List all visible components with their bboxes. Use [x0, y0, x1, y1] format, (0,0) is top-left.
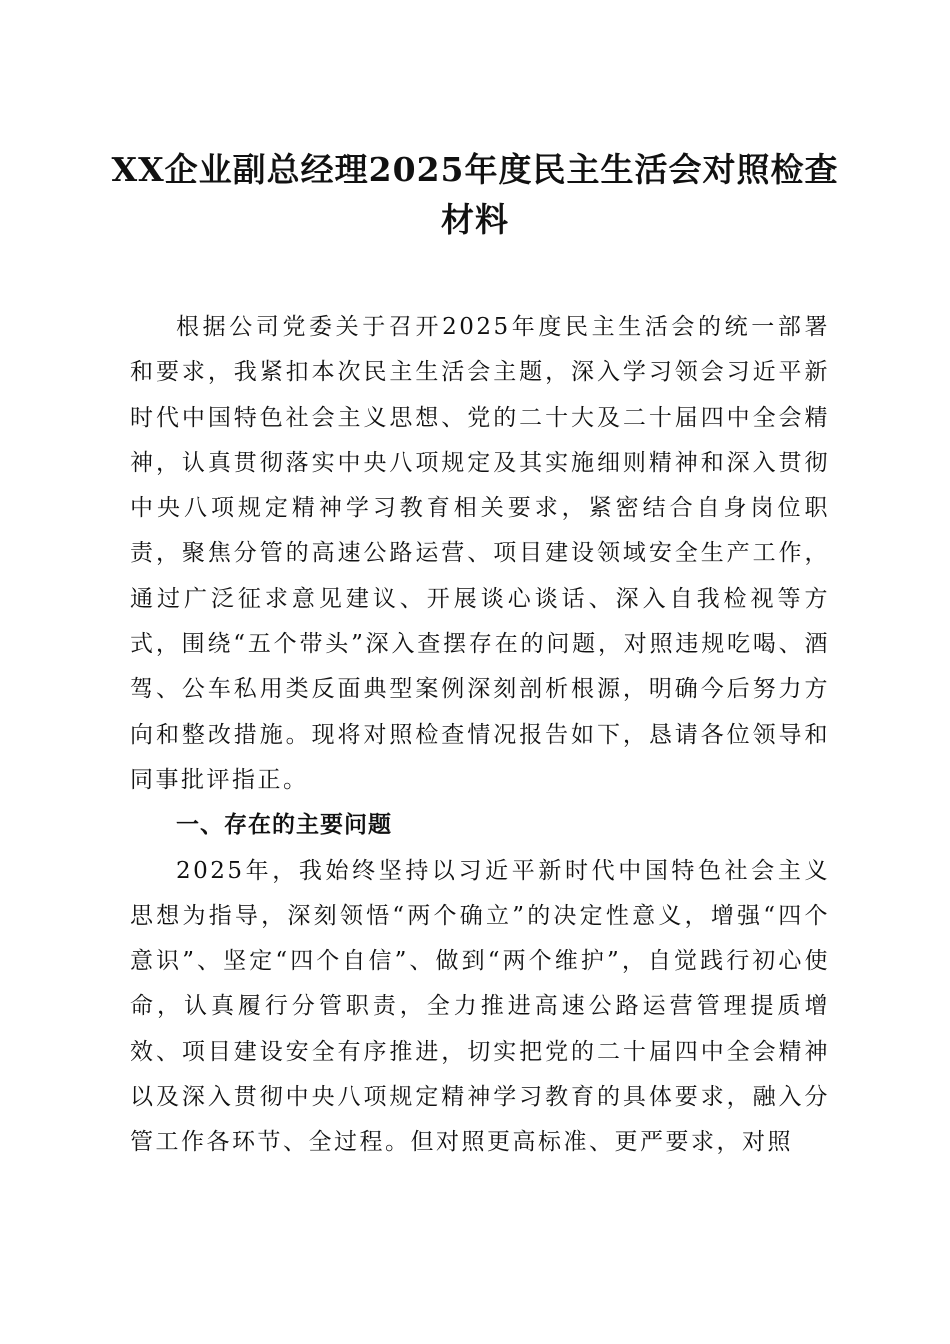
- section-heading: 一、存在的主要问题: [176, 812, 392, 839]
- section-paragraph: 2025年，我始终坚持以习近平新时代中国特色社会主义思想为指导，深刻领悟“两个确立”的决定性意义，增强“四个意识”、坚定“四个自信”、做到“两个维护”，自觉践行初心使命，认真履行分管职责，全力推进高速公路运营管理提质增效、项目建设安全有序推进，切实把党的二十届四中全会精神以及深入贯彻中央八项规定精神学习教育的具体要求，融入分管工作各环节、全过程。但对照更高标准、更严要求，对照: [130, 857, 830, 1156]
- document-title: XX企业副总经理2025年度民主生活会对照检查材料: [111, 150, 839, 239]
- intro-paragraph: 根据公司党委关于召开2025年度民主生活会的统一部署和要求，我紧扣本次民主生活会主题，深入学习领会习近平新时代中国特色社会主义思想、党的二十大及二十届四中全会精神，认真贯彻落实中央八项规定及其实施细则精神和深入贯彻中央八项规定精神学习教育相关要求，紧密结合自身岗位职责，聚焦分管的高速公路运营、项目建设领域安全生产工作，通过广泛征求意见建议、开展谈心谈话、深入自我检视等方式，围绕“五个带头”深入查摆存在的问题，对照违规吃喝、酒驾、公车私用类反面典型案例深刻剖析根源，明确今后努力方向和整改措施。现将对照检查情况报告如下，恳请各位领导和同事批评指正。: [130, 314, 830, 793]
- document-body: [130, 305, 830, 1166]
